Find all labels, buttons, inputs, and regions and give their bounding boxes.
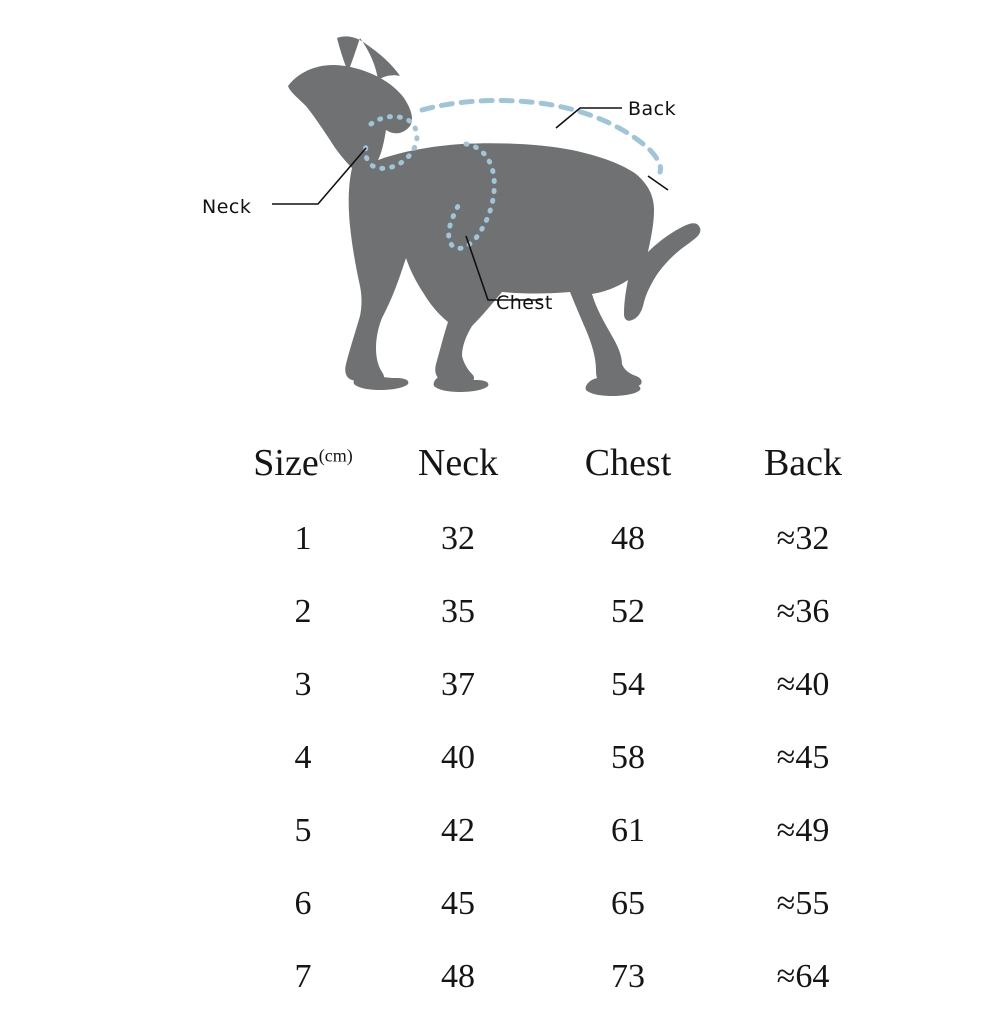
cell-size: 3	[294, 665, 312, 703]
table-row	[228, 648, 888, 721]
cell-chest: 61	[611, 811, 645, 849]
header-size	[228, 424, 378, 502]
cell-back: ≈55	[776, 884, 830, 922]
cell-size: 5	[294, 811, 312, 849]
cell-neck: 48	[441, 957, 475, 995]
cell-neck: 45	[441, 884, 475, 922]
size-table-wrapper	[0, 424, 1000, 1013]
dog-silhouette	[288, 36, 700, 396]
cell-size: 6	[294, 884, 312, 922]
cell-size: 4	[294, 738, 312, 776]
cell-chest: 65	[611, 884, 645, 922]
header-size-label: Size	[253, 442, 319, 484]
header-neck: Neck	[417, 442, 499, 484]
cell-back: ≈64	[776, 957, 830, 995]
header-size-unit: (cm)	[318, 445, 353, 466]
label-neck: Neck	[202, 196, 252, 218]
cell-neck: 42	[441, 811, 475, 849]
cell-chest: 54	[611, 665, 645, 703]
cell-back: ≈45	[776, 738, 830, 776]
cell-back: ≈36	[776, 592, 830, 630]
size-table	[228, 424, 888, 1013]
header-chest: Chest	[584, 442, 672, 484]
dog-measurement-illustration	[0, 0, 1000, 420]
header-back: Back	[763, 442, 843, 484]
cell-back: ≈49	[776, 811, 830, 849]
dog-diagram-svg	[0, 0, 1000, 420]
table-row	[228, 721, 888, 794]
table-row	[228, 867, 888, 940]
cell-neck: 35	[441, 592, 475, 630]
size-table-head	[228, 424, 888, 502]
table-row	[228, 502, 888, 575]
cell-chest: 58	[611, 738, 645, 776]
table-row	[228, 940, 888, 1013]
cell-size: 7	[294, 957, 312, 995]
table-row	[228, 794, 888, 867]
cell-chest: 48	[611, 519, 645, 557]
cell-chest: 52	[611, 592, 645, 630]
cell-back: ≈40	[776, 665, 830, 703]
label-chest: Chest	[496, 292, 553, 314]
cell-neck: 37	[441, 665, 475, 703]
cell-chest: 73	[611, 957, 645, 995]
cell-size: 2	[294, 592, 312, 630]
cell-back: ≈32	[776, 519, 830, 557]
size-table-body	[228, 502, 888, 1013]
table-header-row	[228, 424, 888, 502]
table-row	[228, 575, 888, 648]
cell-neck: 32	[441, 519, 475, 557]
cell-size: 1	[294, 519, 312, 557]
leader-back-tick	[648, 176, 668, 190]
cell-neck: 40	[441, 738, 475, 776]
leader-back	[556, 108, 622, 128]
label-back: Back	[628, 98, 677, 120]
